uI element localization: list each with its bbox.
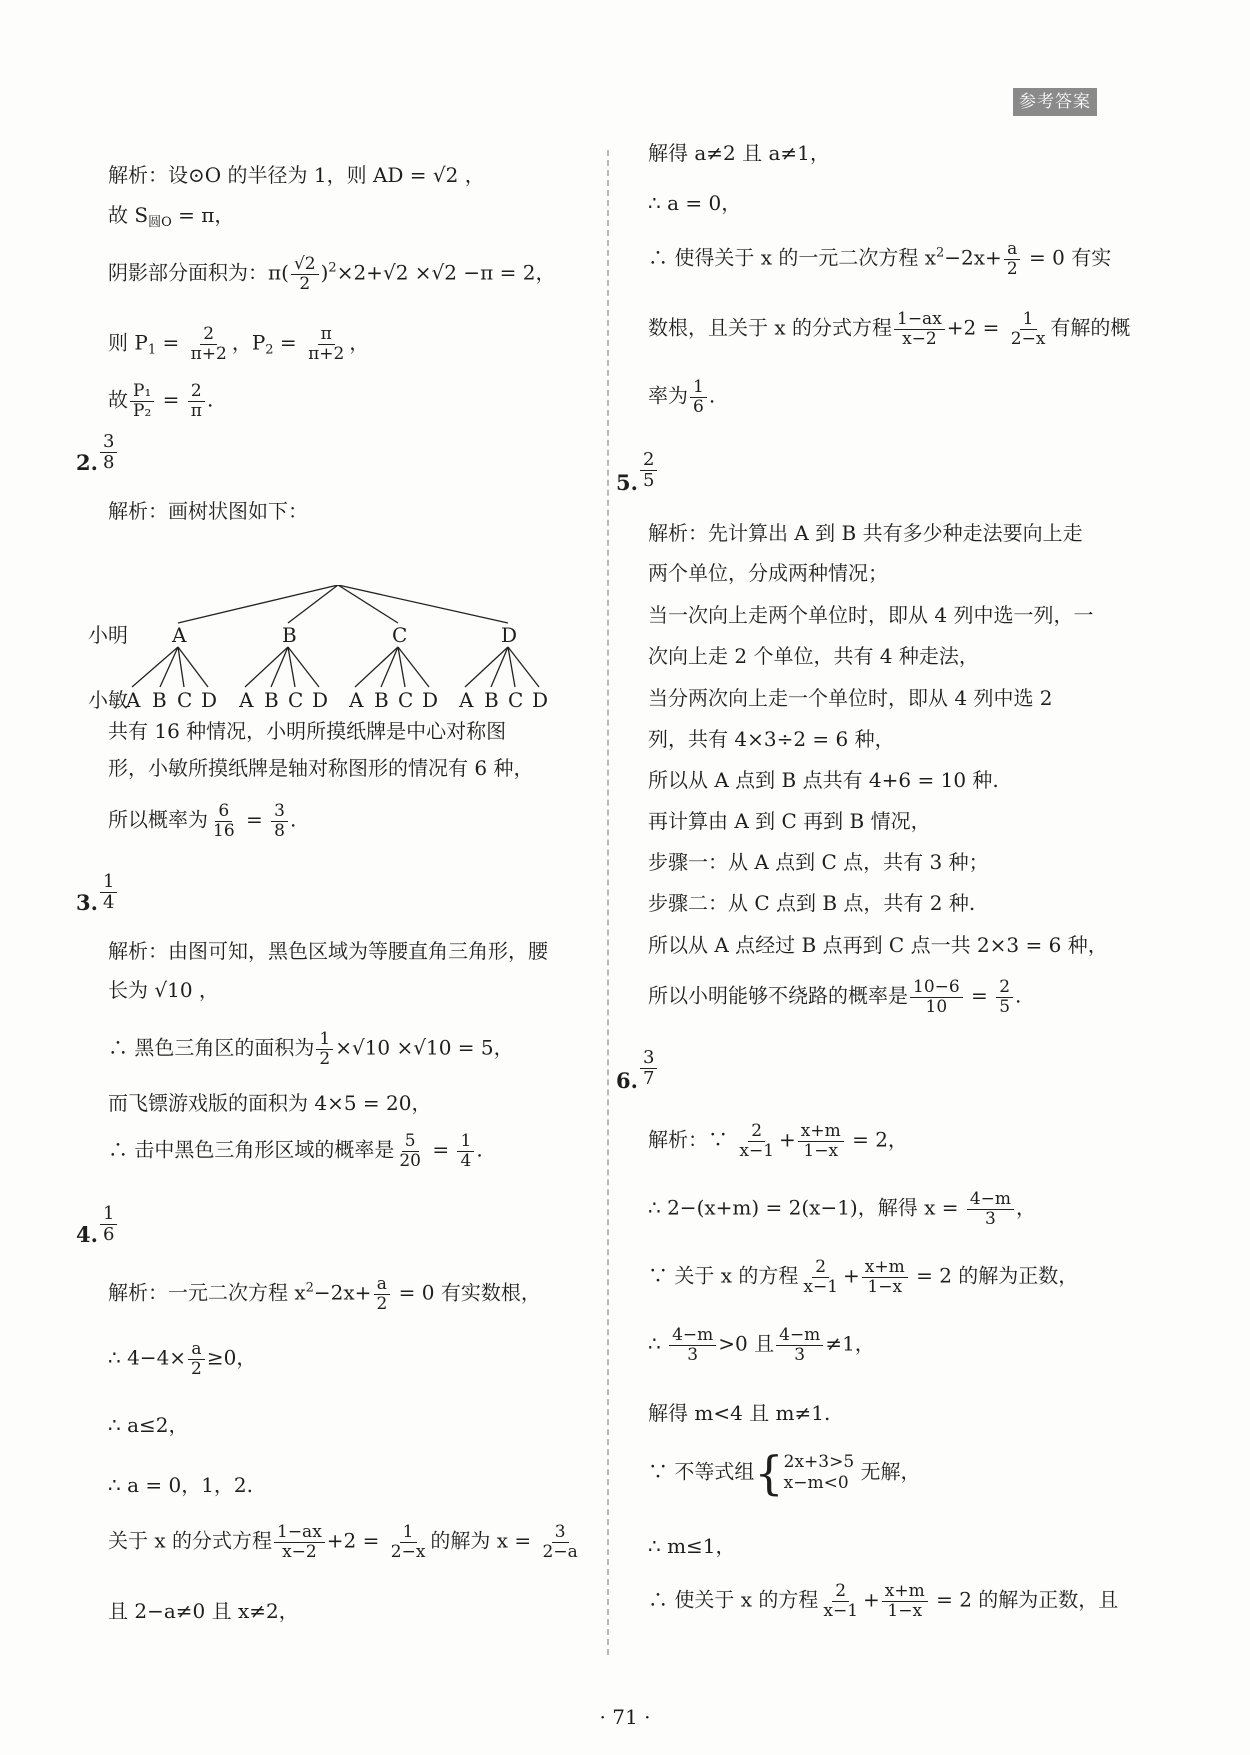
q1-line4: 则 $P_1$ = $\frac{2}{\pi+2}$ ，$P_2$ = $\frac{\pi}{\pi+2}$ ，	[108, 324, 370, 364]
q2-line3: 形，小敏所摸纸牌是轴对称图形的情况有 6 种，	[108, 756, 534, 780]
tree-row2-label: 小敏	[88, 688, 128, 712]
leaf: A	[126, 688, 141, 712]
q5-answer: $\frac{2}{5}$	[638, 450, 659, 491]
leaf: D	[532, 688, 549, 712]
q3-number: 3.	[76, 890, 98, 915]
q5-line7: 所以从 A 点到 B 点共有 4+6 = 10 种.	[648, 768, 999, 792]
q6-line6: ∵ 不等式组{ 2x+3>5 x−m<0 无解，	[648, 1446, 921, 1500]
leaf: C	[508, 688, 524, 712]
column-divider	[607, 150, 609, 1655]
q5-number: 5.	[616, 470, 638, 495]
q2-line1: 解析：画树状图如下：	[108, 499, 308, 523]
q1-line5: 故 $\frac{\text{P₁}}{\text{P₂}}$ = $\frac{2}{\pi}$ .	[108, 381, 214, 421]
q1-line3: 阴影部分面积为：π( $\frac{√2}{2}$ )$^2$×2+√2 ×√2 −π = 2，	[108, 254, 556, 294]
r-line3: ∴ 使得关于 x 的一元二次方程 $x^2-2x+$ $\frac{a}{2}$ = 0 有实	[648, 239, 1112, 279]
tree-top-c: C	[392, 623, 408, 647]
tree-leaves	[125, 688, 548, 712]
q6-line1: 解析：∵ $\frac{2}{x-1}$ + $\frac{x+m}{1-x}$ = 2，	[648, 1121, 908, 1161]
q3-line5: ∴ 击中黑色三角形区域的概率是 $\frac{5}{20}$ = $\frac{1}{4}$ .	[108, 1131, 483, 1171]
q2-line4: 所以概率为 $\frac{6}{16}$ = $\frac{3}{8}$ .	[108, 801, 297, 841]
q5-line1: 解析：先计算出 A 到 B 共有多少种走法要向上走	[648, 521, 1083, 545]
q3-line4: 而飞镖游戏版的面积为 4×5 = 20，	[108, 1091, 432, 1115]
q6-line4: ∴ $\frac{4-m}{3}$ >0 且 $\frac{4-m}{3}$ ≠1，	[648, 1325, 875, 1365]
leaf: C	[288, 688, 304, 712]
q3-line1: 解析：由图可知，黑色区域为等腰直角三角形，腰	[108, 939, 548, 963]
leaf: C	[177, 688, 193, 712]
q1-line1: 解析：设⊙O 的半径为 1，则 AD = √2 ，	[108, 163, 485, 187]
q5-line2: 两个单位，分成两种情况；	[648, 561, 888, 585]
q6-line7: ∴ m≤1，	[648, 1534, 736, 1558]
q4-number: 4.	[76, 1222, 98, 1247]
q4-line3: ∴ a≤2，	[108, 1413, 189, 1437]
r-line1: 解得 a≠2 且 a≠1，	[648, 141, 830, 165]
leaf: D	[201, 688, 218, 712]
q6-number: 6.	[616, 1068, 638, 1093]
leaf: B	[152, 688, 167, 712]
q4-line6: 且 2−a≠0 且 x≠2，	[108, 1599, 299, 1623]
leaf: B	[264, 688, 279, 712]
q6-line3: ∵ 关于 x 的方程 $\frac{2}{x-1}$ + $\frac{x+m}{1-x}$ = 2 的解为正数，	[648, 1257, 1079, 1297]
leaf: D	[312, 688, 329, 712]
q4-line2: ∴ 4−4× $\frac{a}{2}$ ≥0，	[108, 1339, 257, 1379]
q5-line4: 次向上走 2 个单位，共有 4 种走法，	[648, 644, 979, 668]
q2-number: 2.	[76, 450, 98, 475]
tree-lines	[132, 585, 539, 687]
q5-line9: 步骤一：从 A 点到 C 点，共有 3 种；	[648, 850, 989, 874]
tree-top-d: D	[501, 623, 518, 647]
tree-diagram	[88, 585, 598, 715]
q2-line2: 共有 16 种情况，小明所摸纸牌是中心对称图	[108, 719, 507, 743]
leaf: B	[374, 688, 389, 712]
q4-line1: 解析：一元二次方程 $x^2-2x+$ $\frac{a}{2}$ = 0 有实数根，	[108, 1274, 541, 1314]
r-line5: 率为 $\frac{1}{6}$ .	[648, 377, 716, 417]
q6-line8: ∴ 使关于 x 的方程 $\frac{2}{x-1}$ + $\frac{x+m}{1-x}$ = 2 的解为正数，且	[648, 1581, 1119, 1621]
q6-line5: 解得 m<4 且 m≠1.	[648, 1401, 831, 1425]
q3-line2: 长为 √10 ，	[108, 978, 219, 1002]
q3-line3: ∴ 黑色三角区的面积为 $\frac{1}{2}$ ×√10 ×√10 = 5，	[108, 1029, 514, 1069]
r-line2: ∴ a = 0，	[648, 191, 742, 215]
leaf: B	[484, 688, 499, 712]
q6-answer: $\frac{3}{7}$	[638, 1048, 659, 1089]
q5-line11: 所以从 A 点经过 B 点再到 C 点一共 2×3 = 6 种，	[648, 933, 1108, 957]
leaf: D	[422, 688, 439, 712]
leaf: C	[398, 688, 414, 712]
tree-top-b: B	[282, 623, 297, 647]
q5-line8: 再计算由 A 到 C 再到 B 情况，	[648, 809, 931, 833]
q4-line4: ∴ a = 0，1，2.	[108, 1473, 254, 1497]
q5-line6: 列，共有 4×3÷2 = 6 种，	[648, 727, 895, 751]
q6-line2: ∴ 2−(x+m) = 2(x−1)，解得 x = $\frac{4-m}{3}$ ，	[648, 1189, 1037, 1229]
leaf: A	[459, 688, 474, 712]
q4-answer: $\frac{1}{6}$	[98, 1204, 119, 1245]
q1-line2: 故 $S_{圆O} = \pi$，	[108, 203, 235, 230]
q4-line5: 关于 x 的分式方程 $\frac{1-ax}{x-2}$ +2 = $\frac{1}{2-x}$ 的解为 x = $\frac{3}{2-a}$	[108, 1522, 578, 1562]
q2-answer: $\frac{3}{8}$	[98, 432, 119, 473]
r-line4: 数根，且关于 x 的分式方程 $\frac{1-ax}{x-2}$ +2 = $\frac{1}{2-x}$ 有解的概	[648, 309, 1131, 349]
q5-line5: 当分两次向上走一个单位时，即从 4 列中选 2	[648, 686, 1053, 710]
leaf: A	[239, 688, 254, 712]
page-number: · 71 ·	[599, 1705, 651, 1729]
q5-line10: 步骤二：从 C 点到 B 点，共有 2 种.	[648, 891, 976, 915]
header-tag: 参考答案	[1013, 88, 1097, 116]
q5-line3: 当一次向上走两个单位时，即从 4 列中选一列，一	[648, 603, 1094, 627]
tree-top-a: A	[172, 623, 187, 647]
leaf: A	[349, 688, 364, 712]
tree-row1-label: 小明	[88, 623, 128, 647]
q3-answer: $\frac{1}{4}$	[98, 872, 119, 913]
q5-line12: 所以小明能够不绕路的概率是 $\frac{10-6}{10}$ = $\frac{2}{5}$ .	[648, 977, 1022, 1017]
